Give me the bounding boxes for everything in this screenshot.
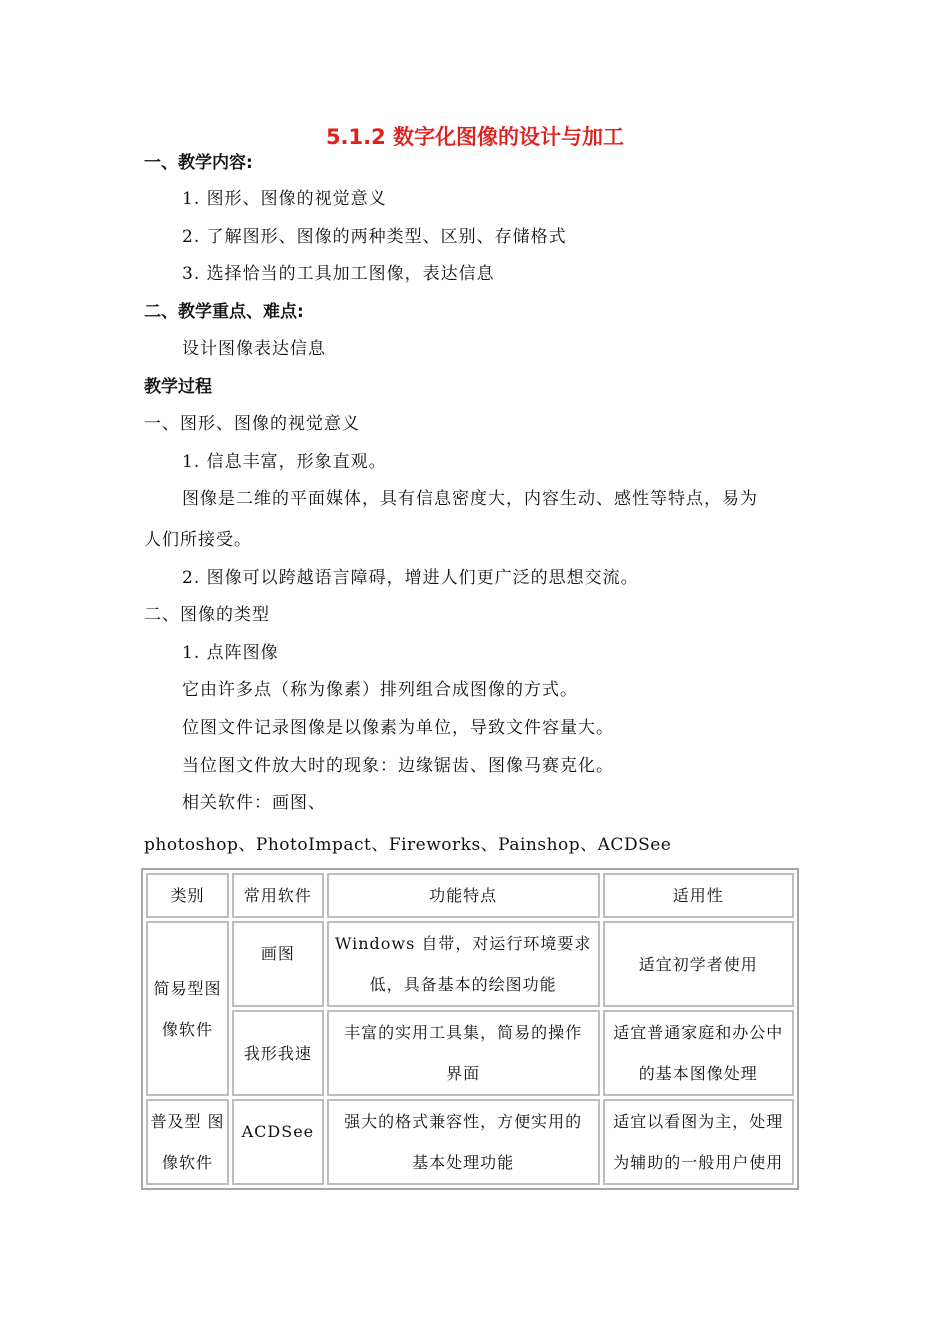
- document-title: 5.1.2 数字化图像的设计与加工: [325, 125, 625, 149]
- feature-cell: 强大的格式兼容性，方便实用的 基本处理功能: [327, 1099, 600, 1185]
- software-cell: 我形我速: [232, 1010, 324, 1096]
- header-features: 功能特点: [327, 873, 600, 918]
- table-row: [146, 1099, 794, 1185]
- category-cell-popular: 普及型 图 像软件: [146, 1099, 229, 1185]
- usage-cell: 适宜以看图为主，处理 为辅助的一般用户使用: [603, 1099, 794, 1185]
- software-cell: 画图: [232, 921, 324, 1007]
- part1-item-2: 2. 图像可以跨越语言障碍，增进人们更广泛的思想交流。: [182, 568, 639, 588]
- part1-paragraph-line-1: 图像是二维的平面媒体，具有信息密度大，内容生动、感性等特点，易为: [182, 489, 758, 509]
- process-heading: 教学过程: [144, 377, 212, 397]
- section1-heading: 一、教学内容:: [144, 153, 253, 173]
- part2-line-2: 位图文件记录图像是以像素为单位，导致文件容量大。: [182, 718, 614, 738]
- header-software: 常用软件: [232, 873, 324, 918]
- category-cell-simple: 简易型图 像软件: [146, 921, 229, 1096]
- content-item-2: 2. 了解图形、图像的两种类型、区别、存储格式: [182, 227, 567, 247]
- key-point-text: 设计图像表达信息: [182, 339, 326, 359]
- content-item-1: 1. 图形、图像的视觉意义: [182, 189, 387, 209]
- section2-heading: 二、教学重点、难点:: [144, 302, 304, 322]
- usage-cell: 适宜初学者使用: [603, 921, 794, 1007]
- part2-item-1: 1. 点阵图像: [182, 643, 279, 663]
- software-table: [141, 868, 799, 1190]
- software-list-line: photoshop、PhotoImpact、Fireworks、Painshop、ACDSee: [144, 835, 672, 855]
- feature-cell: 丰富的实用工具集，简易的操作 界面: [327, 1010, 600, 1096]
- part1-paragraph-line-2: 人们所接受。: [144, 530, 252, 550]
- part2-line-4: 相关软件：画图、: [182, 793, 326, 813]
- content-item-3: 3. 选择恰当的工具加工图像，表达信息: [182, 264, 495, 284]
- usage-cell: 适宜普通家庭和办公中 的基本图像处理: [603, 1010, 794, 1096]
- table-header-row: [146, 873, 794, 918]
- header-category: 类别: [146, 873, 229, 918]
- header-usage: 适用性: [603, 873, 794, 918]
- part1-heading: 一、图形、图像的视觉意义: [144, 414, 360, 434]
- feature-cell: Windows 自带，对运行环境要求 低，具备基本的绘图功能: [327, 921, 600, 1007]
- part2-heading: 二、图像的类型: [144, 605, 270, 625]
- table-row: [146, 921, 794, 1007]
- part2-line-3: 当位图文件放大时的现象：边缘锯齿、图像马赛克化。: [182, 756, 614, 776]
- part1-item-1: 1. 信息丰富，形象直观。: [182, 452, 387, 472]
- software-cell: ACDSee: [232, 1099, 324, 1185]
- part2-line-1: 它由许多点（称为像素）排列组合成图像的方式。: [182, 680, 578, 700]
- table-row: [146, 1010, 794, 1096]
